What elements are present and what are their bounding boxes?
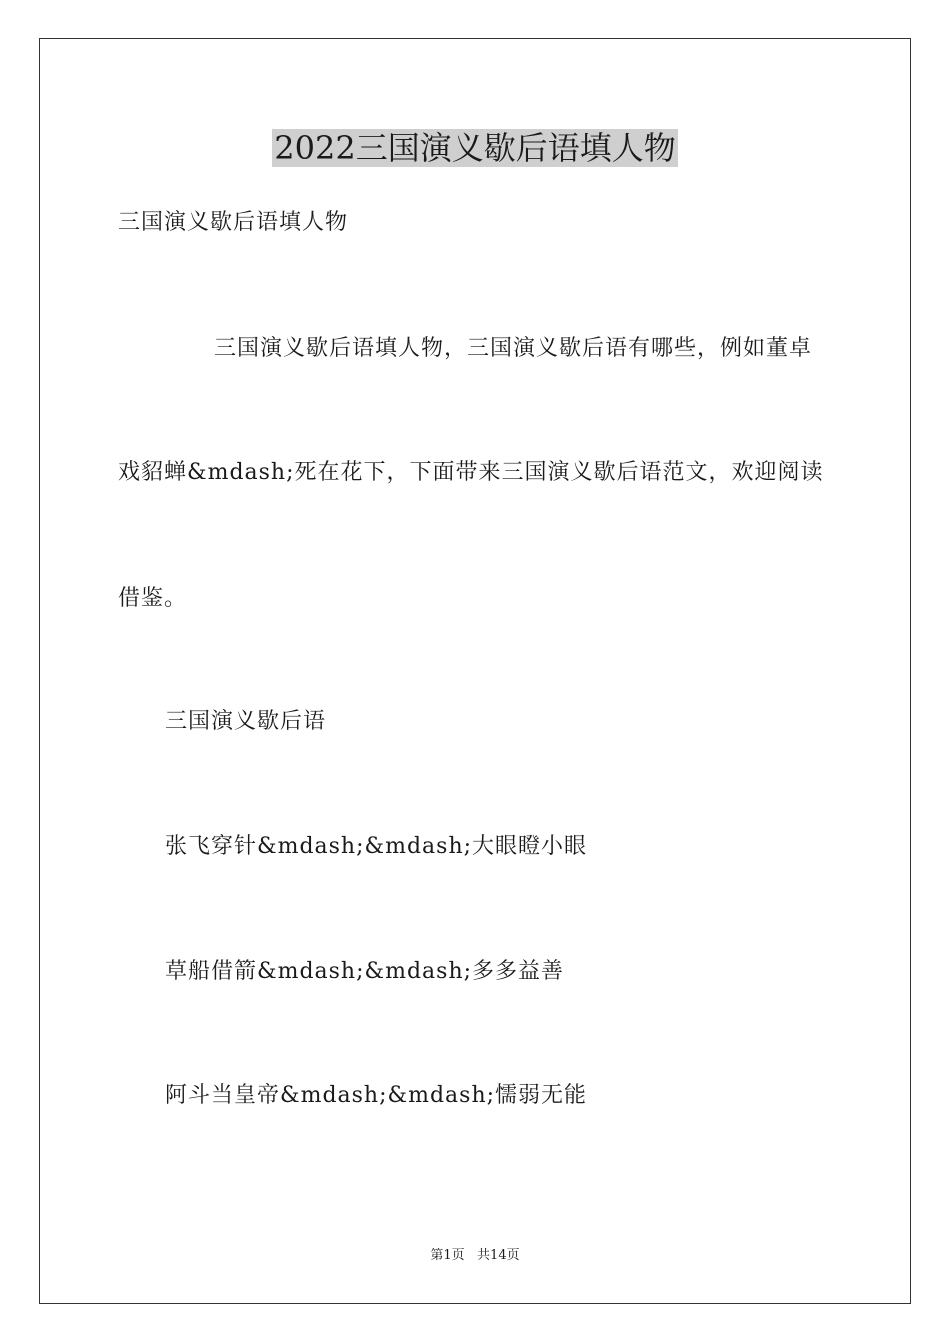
document-title-text: 2022三国演义歇后语填人物 — [274, 129, 676, 167]
list-item: 张飞穿针&mdash;&mdash;大眼瞪小眼 — [165, 834, 588, 859]
list-item: 阿斗当皇帝&mdash;&mdash;懦弱无能 — [165, 1083, 588, 1108]
document-title — [0, 128, 950, 168]
paragraph-line-3: 借鉴。 — [118, 586, 188, 611]
paragraph-line-2: 戏貂蝉&mdash;死在花下，下面带来三国演义歇后语范文，欢迎阅读 — [118, 460, 824, 485]
document-subtitle: 三国演义歇后语填人物 — [118, 210, 349, 235]
paragraph-line-1: 三国演义歇后语填人物，三国演义歇后语有哪些，例如董卓 — [214, 336, 813, 361]
list-item: 草船借箭&mdash;&mdash;多多益善 — [165, 959, 565, 984]
page-footer: 第1页 共14页 — [430, 1248, 520, 1263]
section-heading: 三国演义歇后语 — [165, 709, 327, 734]
